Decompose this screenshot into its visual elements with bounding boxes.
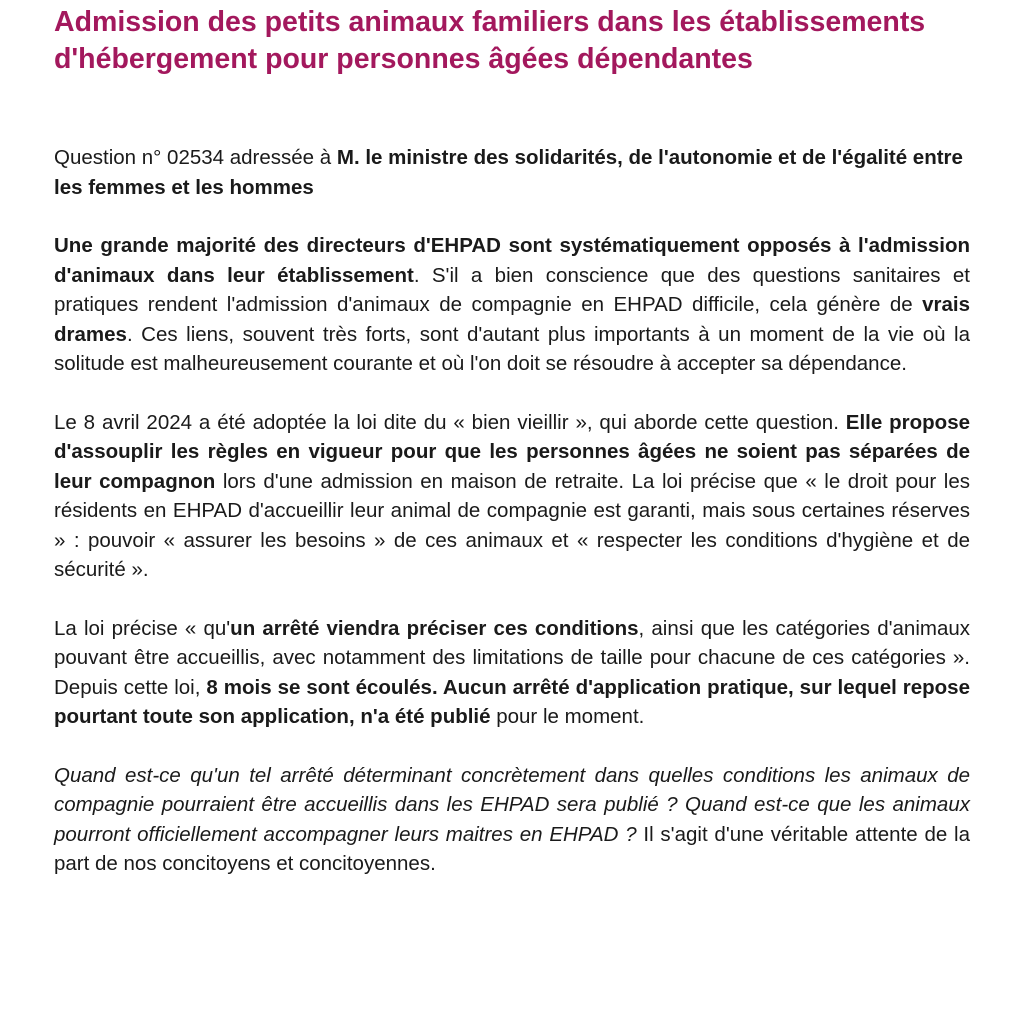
p2-bold-1: Elle propose d'assouplir les règles en vigueur pour que les personnes âgées ne soient pas séparées de leur compagnon <box>54 410 970 493</box>
p1-bold-1: Une grande majorité des directeurs d'EHPAD sont systématiquement opposés à l'admission d'animaux dans leur établissement <box>54 234 970 287</box>
paragraph-4 <box>54 761 970 879</box>
document-page <box>40 0 984 1024</box>
paragraph-3 <box>54 614 970 732</box>
p1-text-1: . S'il a bien conscience que des questions sanitaires et pratiques rendent l'admission d'animaux de compagnie en EHPAD difficile, cela génère de <box>54 263 970 316</box>
p3-bold-1: un arrêté viendra préciser ces conditions <box>230 616 639 640</box>
paragraph-1 <box>54 231 970 379</box>
question-line <box>54 143 970 202</box>
p3-text-3: pour le moment. <box>490 705 645 728</box>
p3-text-2: , ainsi que les catégories d'animaux pouvant être accueillis, avec notamment des limitations de taille pour chacune de ces catégories ». Depuis cette loi, <box>54 616 971 699</box>
document-body <box>54 143 970 908</box>
question-prefix: Question n° 02534 adressée à <box>54 146 337 169</box>
page-title: Admission des petits animaux familiers dans les établissements d'hébergement pour personnes âgées dépendantes <box>54 6 926 75</box>
p4-text-1: Il s'agit d'une véritable attente de la part de nos concitoyens et concitoyennes. <box>54 822 970 875</box>
p1-text-2: . Ces liens, souvent très forts, sont d'autant plus importants à un moment de la vie où la solitude est malheureusement courante et où l'on doit se résoudre à accepter sa dépendance. <box>54 322 970 375</box>
paragraph-2 <box>54 408 970 585</box>
p3-bold-2: 8 mois se sont écoulés. Aucun arrêté d'application pratique, sur lequel repose pourtant toute son application, n'a été publié <box>54 675 970 728</box>
p2-text-1: Le 8 avril 2024 a été adoptée la loi dite du « bien vieillir », qui aborde cette question. <box>54 410 846 434</box>
p1-bold-2: vrais drames <box>54 293 970 346</box>
p4-italic-question: Quand est-ce qu'un tel arrêté déterminant concrètement dans quelles conditions les animaux de compagnie pourraient être accueillis dans les EHPAD sera publié ? Quand est-ce que les animaux pourront officiellement accompagner leurs maitres en EHPAD ? <box>54 763 970 846</box>
question-recipient: M. le ministre des solidarités, de l'autonomie et de l'égalité entre les femmes et les hommes <box>54 146 963 199</box>
bottom-edge <box>0 1010 1024 1024</box>
p2-text-2: lors d'une admission en maison de retraite. La loi précise que « le droit pour les résidents en EHPAD d'accueillir leur animal de compagnie est garanti, mais sous certaines réserves » : pouvoir « assurer les besoins » de ces animaux et « respecter les conditions d'hygiène et de sécurité ». <box>54 469 970 581</box>
p3-text-1: La loi précise « qu' <box>54 616 231 640</box>
